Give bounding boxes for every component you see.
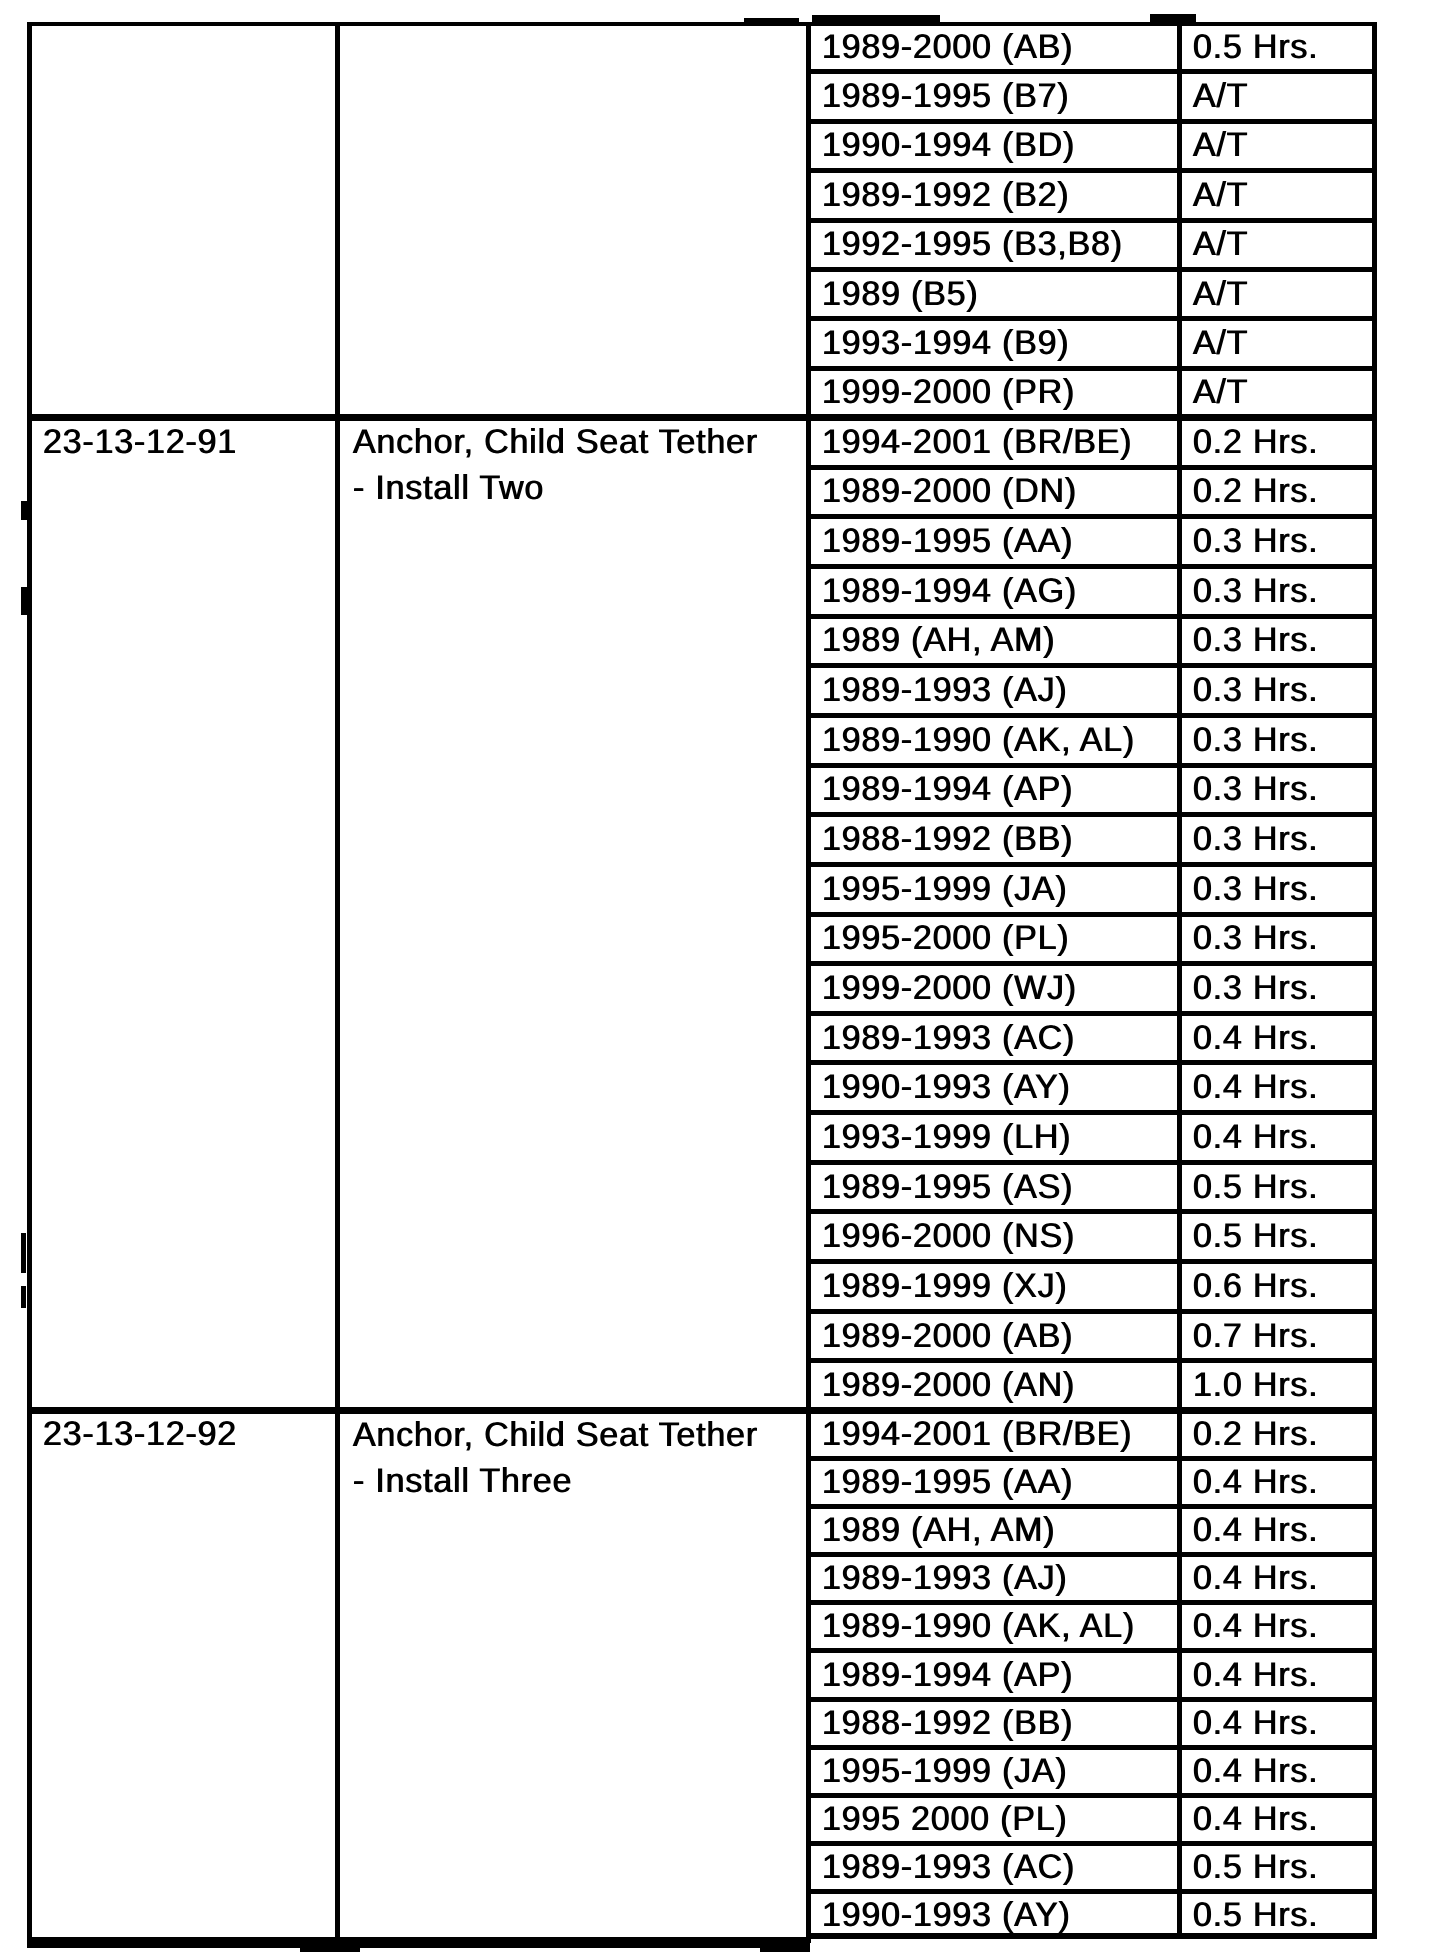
section-divider	[27, 414, 1377, 421]
row-separator	[806, 763, 1377, 768]
application-cell: 1989-1994 (AP)	[822, 770, 1074, 808]
row-separator	[806, 1504, 1377, 1509]
row-separator	[806, 267, 1377, 272]
operation-code-cell: 23-13-12-91	[43, 423, 238, 461]
row-separator	[806, 1600, 1377, 1605]
row-separator	[806, 316, 1377, 321]
row-separator	[806, 1841, 1377, 1846]
row-separator	[806, 1697, 1377, 1702]
row-separator	[806, 1160, 1377, 1165]
time-cell: 0.2 Hrs.	[1193, 472, 1319, 510]
application-cell: 1989-1992 (B2)	[822, 176, 1070, 214]
description-cell-line2: - Install Two	[353, 469, 545, 507]
row-separator	[806, 1456, 1377, 1461]
row-separator	[806, 1259, 1377, 1264]
row-separator	[806, 961, 1377, 966]
col-divider-operation-description	[335, 22, 340, 1948]
row-separator	[806, 69, 1377, 74]
table-left-border	[27, 22, 32, 1948]
time-cell: 0.5 Hrs.	[1193, 1896, 1319, 1934]
time-cell: 0.5 Hrs.	[1193, 1217, 1319, 1255]
row-separator	[806, 1648, 1377, 1653]
application-cell: 1996-2000 (NS)	[822, 1217, 1076, 1255]
time-cell: 0.3 Hrs.	[1193, 919, 1319, 957]
row-separator	[806, 1358, 1377, 1363]
time-cell: A/T	[1193, 77, 1249, 115]
time-cell: 0.2 Hrs.	[1193, 423, 1319, 461]
time-cell: 0.4 Hrs.	[1193, 1800, 1319, 1838]
row-separator	[806, 1011, 1377, 1016]
table-top-border	[27, 22, 1377, 26]
application-cell: 1989-1994 (AG)	[822, 572, 1078, 610]
time-cell: 0.3 Hrs.	[1193, 621, 1319, 659]
time-cell: 0.7 Hrs.	[1193, 1317, 1319, 1355]
scan-noise-speck	[21, 1286, 26, 1308]
operation-code-cell: 23-13-12-92	[43, 1415, 238, 1453]
description-cell-line2: - Install Three	[353, 1462, 573, 1500]
row-separator	[806, 465, 1377, 470]
row-separator	[806, 168, 1377, 173]
application-cell: 1994-2001 (BR/BE)	[822, 1415, 1133, 1453]
time-cell: A/T	[1193, 176, 1249, 214]
time-cell: A/T	[1193, 126, 1249, 164]
time-cell: 1.0 Hrs.	[1193, 1366, 1319, 1404]
row-separator	[806, 1110, 1377, 1115]
row-separator	[806, 514, 1377, 519]
application-cell: 1990-1993 (AY)	[822, 1896, 1071, 1934]
scan-noise-speck	[760, 1948, 810, 1952]
time-cell: 0.4 Hrs.	[1193, 1704, 1319, 1742]
time-cell: A/T	[1193, 225, 1249, 263]
application-cell: 1989-2000 (DN)	[822, 472, 1077, 510]
time-cell: 0.4 Hrs.	[1193, 1559, 1319, 1597]
row-separator	[806, 1309, 1377, 1314]
time-cell: 0.5 Hrs.	[1193, 1168, 1319, 1206]
application-cell: 1989-1994 (AP)	[822, 1656, 1074, 1694]
application-cell: 1989-1999 (XJ)	[822, 1267, 1068, 1305]
description-cell-line1: Anchor, Child Seat Tether	[353, 423, 758, 461]
row-separator	[806, 1209, 1377, 1214]
application-cell: 1989-1995 (AA)	[822, 522, 1074, 560]
row-separator	[806, 1060, 1377, 1065]
application-cell: 1994-2001 (BR/BE)	[822, 423, 1133, 461]
application-cell: 1995-1999 (JA)	[822, 1752, 1068, 1790]
row-separator	[806, 119, 1377, 124]
row-separator	[806, 812, 1377, 817]
row-separator	[806, 1552, 1377, 1557]
application-cell: 1989-1995 (AA)	[822, 1463, 1074, 1501]
row-separator	[806, 366, 1377, 371]
time-cell: 0.5 Hrs.	[1193, 28, 1319, 66]
time-cell: 0.3 Hrs.	[1193, 572, 1319, 610]
row-separator	[806, 564, 1377, 569]
scan-noise-speck	[1150, 14, 1196, 22]
time-cell: 0.4 Hrs.	[1193, 1656, 1319, 1694]
application-cell: 1995-2000 (PL)	[822, 919, 1070, 957]
application-cell: 1989-1993 (AC)	[822, 1848, 1076, 1886]
time-cell: 0.4 Hrs.	[1193, 1118, 1319, 1156]
scan-noise-speck	[300, 1948, 360, 1952]
scan-noise-speck	[21, 501, 27, 520]
application-cell: 1989-2000 (AB)	[822, 1317, 1074, 1355]
row-separator	[806, 862, 1377, 867]
time-cell: 0.5 Hrs.	[1193, 1848, 1319, 1886]
col-divider-description-application	[806, 22, 811, 1943]
time-cell: 0.4 Hrs.	[1193, 1068, 1319, 1106]
row-separator	[806, 614, 1377, 619]
application-cell: 1989 (AH, AM)	[822, 1511, 1056, 1549]
time-cell: 0.3 Hrs.	[1193, 820, 1319, 858]
application-cell: 1989-1995 (B7)	[822, 77, 1070, 115]
row-separator	[806, 663, 1377, 668]
application-cell: 1995-1999 (JA)	[822, 870, 1068, 908]
application-cell: 1989-2000 (AB)	[822, 28, 1074, 66]
time-cell: 0.2 Hrs.	[1193, 1415, 1319, 1453]
row-separator	[806, 218, 1377, 223]
application-cell: 1993-1994 (B9)	[822, 324, 1070, 362]
time-cell: 0.4 Hrs.	[1193, 1019, 1319, 1057]
time-cell: 0.6 Hrs.	[1193, 1267, 1319, 1305]
application-cell: 1990-1993 (AY)	[822, 1068, 1071, 1106]
application-cell: 1989-1993 (AJ)	[822, 671, 1068, 709]
time-cell: 0.3 Hrs.	[1193, 522, 1319, 560]
application-cell: 1989-1993 (AJ)	[822, 1559, 1068, 1597]
scan-noise-speck	[21, 587, 27, 615]
application-cell: 1989-1990 (AK, AL)	[822, 1607, 1136, 1645]
application-cell: 1999-2000 (WJ)	[822, 969, 1077, 1007]
application-cell: 1989 (B5)	[822, 275, 979, 313]
row-separator	[806, 713, 1377, 718]
application-cell: 1989-1993 (AC)	[822, 1019, 1076, 1057]
row-separator	[806, 1745, 1377, 1750]
scan-noise-speck	[21, 1233, 26, 1273]
time-cell: 0.3 Hrs.	[1193, 969, 1319, 1007]
application-cell: 1989-1990 (AK, AL)	[822, 721, 1136, 759]
table-bottom-border-left	[27, 1937, 810, 1948]
time-cell: 0.4 Hrs.	[1193, 1607, 1319, 1645]
time-cell: 0.3 Hrs.	[1193, 671, 1319, 709]
time-cell: A/T	[1193, 373, 1249, 411]
time-cell: 0.4 Hrs.	[1193, 1511, 1319, 1549]
time-cell: 0.3 Hrs.	[1193, 721, 1319, 759]
application-cell: 1992-1995 (B3,B8)	[822, 225, 1123, 263]
row-separator	[806, 1889, 1377, 1894]
application-cell: 1989-2000 (AN)	[822, 1366, 1076, 1404]
section-divider	[27, 1407, 1377, 1414]
time-cell: A/T	[1193, 275, 1249, 313]
scan-noise-speck	[812, 15, 940, 23]
application-cell: 1990-1994 (BD)	[822, 126, 1076, 164]
time-cell: 0.3 Hrs.	[1193, 870, 1319, 908]
row-separator	[806, 912, 1377, 917]
time-cell: A/T	[1193, 324, 1249, 362]
time-cell: 0.3 Hrs.	[1193, 770, 1319, 808]
application-cell: 1988-1992 (BB)	[822, 1704, 1074, 1742]
description-cell-line1: Anchor, Child Seat Tether	[353, 1416, 758, 1454]
scan-noise-speck	[744, 18, 799, 23]
application-cell: 1989-1995 (AS)	[822, 1168, 1074, 1206]
application-cell: 1988-1992 (BB)	[822, 820, 1074, 858]
application-cell: 1999-2000 (PR)	[822, 373, 1076, 411]
time-cell: 0.4 Hrs.	[1193, 1463, 1319, 1501]
application-cell: 1989 (AH, AM)	[822, 621, 1056, 659]
time-cell: 0.4 Hrs.	[1193, 1752, 1319, 1790]
row-separator	[806, 1793, 1377, 1798]
application-cell: 1995 2000 (PL)	[822, 1800, 1068, 1838]
application-cell: 1993-1999 (LH)	[822, 1118, 1072, 1156]
